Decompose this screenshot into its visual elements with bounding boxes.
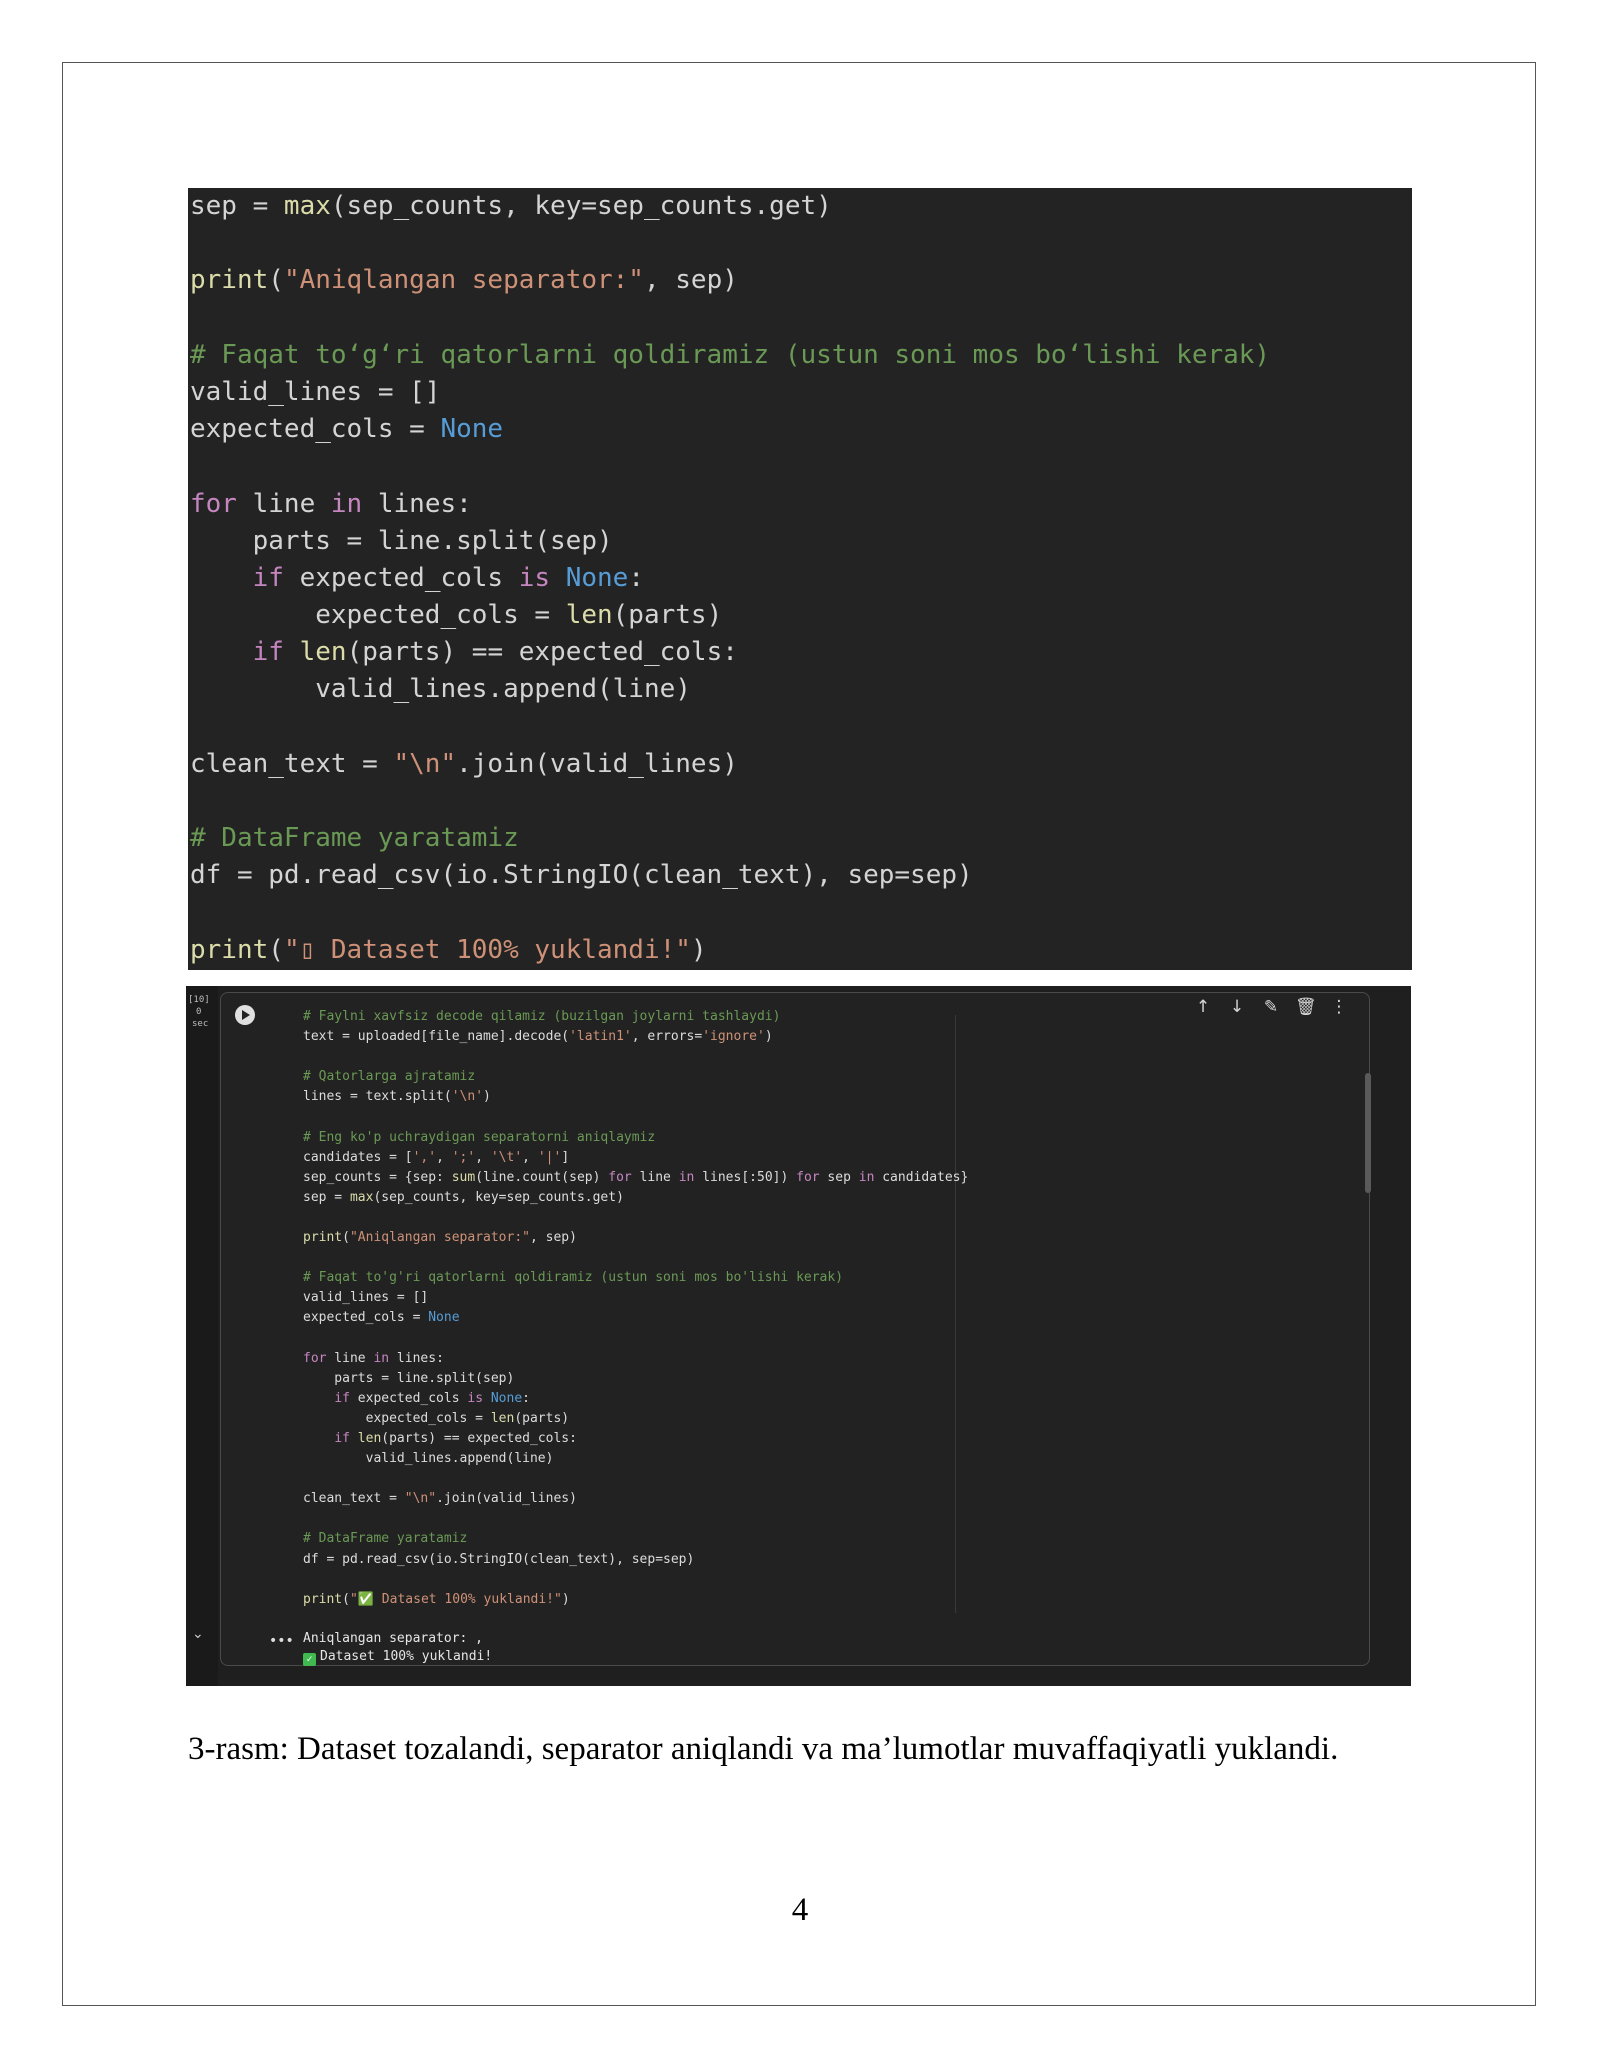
cell-code-line: # Qatorlarga ajratamiz [303,1069,476,1085]
output-line: Dataset 100% yuklandi! [320,1649,493,1664]
cell-code-line [303,1469,968,1489]
cell-code-line: df = pd.read_csv(io.StringIO(clean_text), sep=sep) [303,1551,695,1567]
cell-code-line: expected_cols = None [303,1310,460,1326]
run-cell-icon[interactable] [235,1005,255,1025]
cell-code-line: parts = line.split(sep) [303,1370,515,1386]
more-icon[interactable]: ⋮ [1330,997,1348,1017]
code-line: parts = line.split(sep) [190,525,613,556]
cell-code-line [303,1208,968,1228]
code-line: expected_cols = len(parts) [190,600,723,631]
notebook-screenshot [186,986,1411,1686]
cell-code-line [303,1570,968,1590]
cell-code-line: # Faqat to'g'ri qatorlarni qoldiramiz (ustun soni mos bo'lishi kerak) [303,1270,844,1286]
code-line [188,783,1412,820]
code-line: if len(parts) == expected_cols: [252,637,738,668]
cell-gutter [186,986,218,1686]
cell-code-line [303,1107,968,1127]
cell-code-line: # Faylni xavfsiz decode qilamiz (buzilgan joylarni tashlaydi) [303,1009,781,1024]
cell-code-line: lines = text.split('\n') [303,1089,491,1105]
check-icon: ✓ [303,1653,316,1666]
cell-code-line: valid_lines = [] [303,1290,429,1306]
cell-code-line [303,1329,968,1349]
cell-code-line: expected_cols = len(parts) [303,1410,570,1426]
code-line: df = pd.read_csv(io.StringIO(clean_text), sep=sep) [190,860,973,891]
code-block [188,188,1412,970]
code-line: print("Aniqlangan separator:", sep) [190,265,738,296]
code-line: valid_lines = [] [190,376,441,407]
delete-icon[interactable]: 🗑 [1295,997,1317,1017]
code-line: # DataFrame yaratamiz [190,823,519,854]
cell-code-line: text = uploaded[file_name].decode('latin1', errors='ignore') [303,1029,773,1045]
code-line [188,709,1412,746]
code-line [188,225,1412,262]
cell-code-line: sep_counts = {sep: sum(line.count(sep) for line in lines[:50]) for sep in candidates} [303,1169,969,1185]
cell-code-line: sep = max(sep_counts, key=sep_counts.get) [303,1189,624,1205]
code-line: clean_text = "\n".join(valid_lines) [190,748,738,779]
cell-code-line: candidates = [',', ';', '\t', '|'] [303,1149,570,1165]
code-line: valid_lines.append(line) [190,674,691,705]
code-line: sep = max(sep_counts, key=sep_counts.get) [190,191,832,221]
cell-code-line: if len(parts) == expected_cols: [334,1430,577,1446]
down-icon[interactable]: ↓ [1229,997,1245,1017]
code-line [188,448,1412,485]
figure-caption: 3-rasm: Dataset tozalandi, separator aniqlandi va ma’lumotlar muvaffaqiyatli yuklandi. [188,1731,1339,1767]
cell-code-line: # DataFrame yaratamiz [303,1531,468,1547]
cell-code-line [303,1509,968,1529]
cell-code[interactable] [303,1007,968,1610]
cell-output [303,1630,492,1666]
cell-code-line: clean_text = "\n".join(valid_lines) [303,1491,577,1507]
code-line [188,895,1412,932]
output-menu-icon[interactable]: ••• [269,1633,294,1649]
cell-code-line: print("Aniqlangan separator:", sep) [303,1230,577,1246]
cell-code-line [303,1248,968,1268]
cell-code-line: for line in lines: [303,1350,444,1366]
code-line: expected_cols = None [190,414,504,445]
cell-code-line: valid_lines.append(line) [303,1451,554,1467]
code-line: for line in lines: [190,488,472,519]
output-line: Aniqlangan separator: , [303,1631,484,1646]
code-line [188,300,1412,337]
page-number: 4 [791,1892,809,1928]
cell-code-line: # Eng ko'p uchraydigan separatorni aniqlaymiz [303,1129,656,1145]
scrollbar[interactable] [1365,1073,1371,1193]
cell-code-line: if expected_cols is None: [334,1390,530,1406]
execution-count: [10] 0 sec [188,995,210,1029]
up-icon[interactable]: ↑ [1195,997,1211,1017]
cell-toolbar [1193,997,1349,1017]
code-line: # Faqat to‘g‘ri qatorlarni qoldiramiz (ustun soni mos bo‘lishi kerak) [190,339,1271,370]
collapse-chevron-icon[interactable]: ⌄ [192,1626,204,1642]
code-line: print("▯ Dataset 100% yuklandi!") [190,934,707,965]
code-cell[interactable] [220,992,1370,1666]
code-line: if expected_cols is None: [252,562,644,593]
cell-code-line [303,1047,968,1067]
edit-icon[interactable]: ✎ [1263,997,1279,1017]
cell-code-line: print("✅ Dataset 100% yuklandi!") [303,1591,570,1607]
